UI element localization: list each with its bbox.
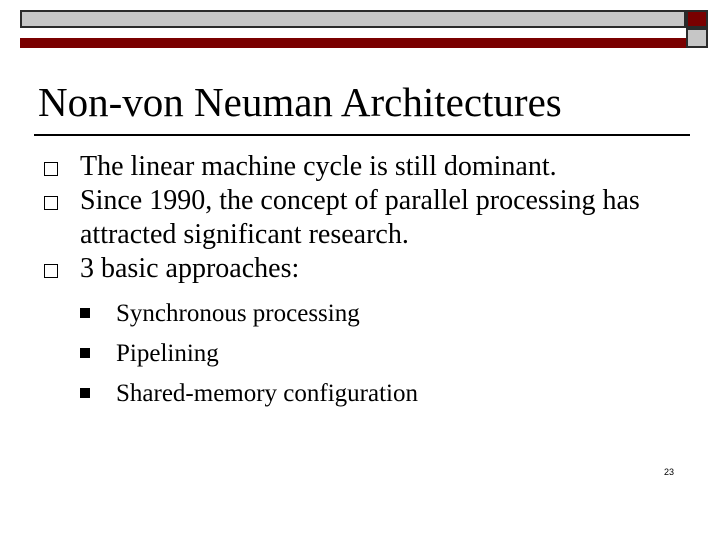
filled-square-bullet-icon	[80, 388, 90, 398]
bullet-item	[44, 252, 704, 286]
bullet-text: 3 basic approaches:	[80, 253, 300, 284]
hollow-square-bullet-icon	[44, 196, 58, 210]
hollow-square-bullet-icon	[44, 162, 58, 176]
slide-title: Non-von Neuman Architectures	[38, 79, 562, 125]
bullet-item	[44, 184, 704, 252]
sub-bullet-list	[80, 294, 704, 414]
title-underline	[34, 134, 690, 136]
sub-bullet-item	[80, 334, 704, 374]
sub-bullet-item	[80, 294, 704, 334]
bullet-item	[44, 150, 704, 184]
bullet-text: The linear machine cycle is still dominant.	[80, 151, 557, 182]
header-decoration	[20, 10, 708, 40]
bullet-list	[44, 150, 704, 414]
hollow-square-bullet-icon	[44, 264, 58, 278]
sub-bullet-text: Shared-memory configuration	[116, 380, 418, 407]
sub-bullet-item	[80, 374, 704, 414]
header-gray-bar	[20, 10, 686, 28]
bullet-text: Since 1990, the concept of parallel processing has attracted significant research.	[80, 185, 640, 250]
sub-bullet-text: Pipelining	[116, 340, 219, 367]
filled-square-bullet-icon	[80, 308, 90, 318]
page-number: 23	[664, 467, 675, 477]
sub-bullet-text: Synchronous processing	[116, 300, 360, 327]
header-gray-square	[686, 28, 708, 48]
header-red-square	[686, 10, 708, 28]
filled-square-bullet-icon	[80, 348, 90, 358]
header-red-bar	[20, 38, 708, 48]
